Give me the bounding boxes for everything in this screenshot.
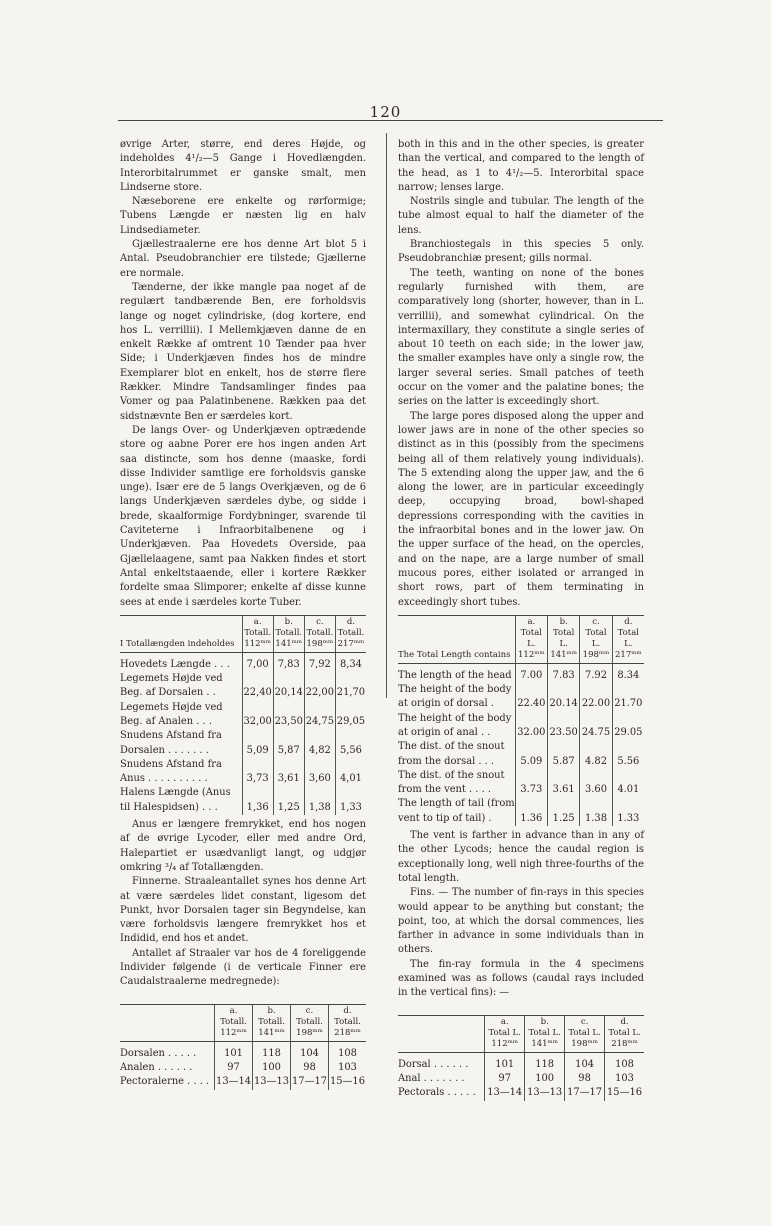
table-cell: 4,82 <box>304 729 335 758</box>
specimen-label: Total L. <box>520 627 542 649</box>
row-label: Dorsal . . . . . . <box>398 1058 469 1070</box>
table-cell: 17—17 <box>565 1086 605 1100</box>
table-row <box>398 797 644 826</box>
specimen-header <box>525 1016 565 1053</box>
table-cell: 1.25 <box>548 797 580 826</box>
table-cell: 3,73 <box>242 758 273 787</box>
table-row <box>398 663 644 683</box>
row-label-line: Hovedets Længde . . . <box>120 658 230 670</box>
specimen-letter: a. <box>229 1005 238 1016</box>
table-cell: 3,61 <box>273 758 304 787</box>
table-cell: 97 <box>485 1072 525 1086</box>
table-cell: 21.70 <box>612 683 644 712</box>
row-label-line: at origin of dorsal . <box>398 698 494 710</box>
specimen-letter: a. <box>527 616 536 627</box>
paragraph: Branchiostegals in this species 5 only. Pseudobranchiæ present; gills normal. <box>398 239 644 265</box>
table-cell: 1,38 <box>304 786 335 815</box>
specimen-label: Totall. <box>337 627 365 638</box>
specimen-label: Totall. <box>306 627 334 638</box>
table-cell: 100 <box>525 1072 565 1086</box>
row-label-header: The Total Length contains <box>398 616 515 664</box>
specimen-label: Total L. <box>552 627 575 649</box>
specimen-header <box>253 1005 291 1042</box>
paragraph: Gjællestraalerne ere hos denne Art blot 5 i Antal. Pseudobranchier ere tilstede; Gjællerne ere normale. <box>120 239 366 279</box>
finray-table-en <box>398 1015 644 1101</box>
proportions-table <box>398 616 644 826</box>
intro-line: Gange i Hovedlængden. Interorbitalrummet er ganske smalt, <box>120 153 366 179</box>
specimen-length: 198ᵐᵐ <box>571 1038 598 1049</box>
row-label <box>120 729 242 758</box>
row-label <box>398 797 515 826</box>
row-label-line: The height of the body <box>398 684 512 696</box>
danish-intro <box>120 138 366 195</box>
paragraph: The vent is farther in advance than in any of the other Lycods; hence the caudal region is exceptionally long, well nigh three-fourths of the total length. <box>398 830 644 884</box>
specimen-header <box>304 616 335 653</box>
specimen-length: 217ᵐᵐ <box>615 649 642 660</box>
table-cell: 103 <box>329 1061 367 1075</box>
specimen-header <box>612 616 644 664</box>
table-cell: 13—14 <box>485 1086 525 1100</box>
table-cell: 104 <box>565 1052 605 1072</box>
row-label-line: Anus . . . . . . . . . . <box>120 773 208 785</box>
page-number: 120 <box>369 103 402 121</box>
row-label-line: Dorsalen . . . . . . . <box>120 744 209 756</box>
table-row <box>398 1086 644 1100</box>
table-cell: 24,75 <box>304 701 335 730</box>
table-cell: 23.50 <box>548 712 580 741</box>
table-cell: 22,40 <box>242 672 273 701</box>
specimen-letter: a. <box>253 616 262 627</box>
specimen-length: 112ᵐᵐ <box>491 1038 519 1049</box>
specimen-header <box>329 1005 367 1042</box>
row-label-line: The height of the body <box>398 712 512 724</box>
specimen-label: Totall. <box>334 1016 361 1027</box>
column-divider <box>386 133 387 698</box>
table-cell: 21,70 <box>335 672 366 701</box>
table-cell: 24.75 <box>580 712 612 741</box>
row-label-line: from the dorsal . . . <box>398 755 495 767</box>
paragraph: Antallet af Straaler var hos de 4 foreliggende Individer følgende (i de verticale Finner ere Caudalstraalerne medregnede): <box>120 947 366 988</box>
table-cell: 1.38 <box>580 797 612 826</box>
intro-line: øvrige Arter, større, end deres Højde, og indeholdes 4¹/₂—5 <box>120 139 366 165</box>
table-cell: 5.09 <box>515 740 547 769</box>
paragraph: Anus er længere fremrykket, end hos nogen af de øvrige Lycoder, eller med andre Ord, Halepartiet er usædvanligt langt, og udgjør omkring ³/₄ af Totallængden. <box>120 819 366 873</box>
table-cell: 1,33 <box>335 786 366 815</box>
table-row <box>120 1041 366 1061</box>
table-cell: 7,83 <box>273 652 304 672</box>
table-row <box>398 1052 644 1072</box>
header-rule <box>118 120 663 121</box>
table-cell: 1.36 <box>515 797 547 826</box>
specimen-letter: a. <box>500 1016 509 1027</box>
specimen-header <box>273 616 304 653</box>
row-label-line: vent to tip of tail) . <box>398 812 492 824</box>
measurement-table-da <box>120 615 366 815</box>
row-label <box>398 663 515 683</box>
specimen-header <box>242 616 273 653</box>
specimen-length: 198ᵐᵐ <box>582 649 610 660</box>
table-cell: 23,50 <box>273 701 304 730</box>
table-cell: 100 <box>253 1061 291 1075</box>
row-label-line: Halens Længde (Anus <box>120 787 231 799</box>
table-cell: 7.83 <box>548 663 580 683</box>
row-label-line: Legemets Højde ved <box>120 701 223 713</box>
row-label-line: from the vent . . . . <box>398 784 491 796</box>
table-cell: 118 <box>253 1041 291 1061</box>
table-cell: 7,92 <box>304 652 335 672</box>
specimen-letter: b. <box>559 616 568 627</box>
row-label <box>398 683 515 712</box>
paragraph: The large pores disposed along the upper and lower jaws are in none of the other species so distinct as in this (possibly from the specimens being all of them relatively young individuals). The 5 extending along the upper jaw, and the 6 along the lower, are in particular exceedingly deep, occupying broad, bowl-shaped depressions corresponding with the cavities in the infraorbital bones and in the lower jaw. On the upper surface of the head, on the opercles, and on the nape, are a large number of small mucous pores, either isolated or arranged in short rows, part of them terminating in exceedingly short tubes. <box>398 410 644 608</box>
specimen-label: Total L. <box>528 1027 561 1038</box>
row-label <box>120 758 242 787</box>
row-label-line: Snudens Afstand fra <box>120 758 222 770</box>
table-cell: 22,00 <box>304 672 335 701</box>
table-row <box>120 701 366 730</box>
table-cell: 103 <box>605 1072 644 1086</box>
table-cell: 98 <box>565 1072 605 1086</box>
finray-table <box>120 1005 366 1090</box>
row-label: Anal . . . . . . . <box>398 1072 465 1084</box>
specimen-letter: c. <box>580 1016 589 1027</box>
table-cell: 29,05 <box>335 701 366 730</box>
table-cell: 20,14 <box>273 672 304 701</box>
english-column <box>398 138 644 1104</box>
specimen-letter: b. <box>540 1016 549 1027</box>
specimen-length: 198ᵐᵐ <box>306 638 334 649</box>
row-label <box>120 786 242 815</box>
row-label-header <box>398 1016 485 1053</box>
table-cell: 7,00 <box>242 652 273 672</box>
table-cell: 108 <box>605 1052 644 1072</box>
specimen-label: Total L. <box>585 627 607 649</box>
finray-table <box>398 1016 644 1101</box>
table-cell: 3.61 <box>548 769 580 798</box>
table-cell: 3.73 <box>515 769 547 798</box>
specimen-header <box>548 616 580 664</box>
row-label <box>120 701 242 730</box>
specimen-label: Totall. <box>296 1016 323 1027</box>
intro-line: men Lindserne store. <box>120 167 366 193</box>
paragraph: Finnerne. Straaleantallet synes hos denne Art at være særdeles lidet constant, ligesom det Punkt, hvor Dorsalen tager sin Begyndelse, kan være forholdsvis længere fremrykket hos et Indidid, end hos et andet. <box>120 876 366 945</box>
specimen-header <box>580 616 612 664</box>
specimen-header <box>291 1005 329 1042</box>
row-label: Pectorals . . . . . <box>398 1087 476 1099</box>
specimen-header <box>335 616 366 653</box>
table-cell: 108 <box>329 1041 367 1061</box>
specimen-length: 218ᵐᵐ <box>334 1027 361 1038</box>
paragraph: Fins. — The number of fin-rays in this species would appear to be anything but constant; the point, too, at which the dorsal commences, lies farther in advance in some individuals than in others. <box>398 887 644 956</box>
table-cell: 13—13 <box>525 1086 565 1100</box>
specimen-label: Total L. <box>568 1027 601 1038</box>
row-label-line: til Halespidsen) . . . <box>120 801 218 813</box>
specimen-letter: d. <box>346 616 356 627</box>
table-cell: 8.34 <box>612 663 644 683</box>
specimen-length: 218ᵐᵐ <box>611 1038 638 1049</box>
row-label-line: The length of the head <box>398 669 512 681</box>
specimen-length: 198ᵐᵐ <box>296 1027 323 1038</box>
table-cell: 7.00 <box>515 663 547 683</box>
row-label-line: The length of tail (from <box>398 798 515 810</box>
danish-column <box>120 138 366 1093</box>
table-cell: 101 <box>485 1052 525 1072</box>
specimen-header <box>485 1016 525 1053</box>
specimen-letter: d. <box>343 1005 352 1016</box>
specimen-header <box>515 616 547 664</box>
table-row <box>398 769 644 798</box>
table-cell: 22.00 <box>580 683 612 712</box>
paragraph: Næseborene ere enkelte og rørformige; Tubens Længde er næsten lig en halv Lindsediameter. <box>120 196 366 236</box>
table-cell: 1.33 <box>612 797 644 826</box>
specimen-letter: c. <box>592 616 600 627</box>
paragraph: De langs Over- og Underkjæven optrædende store og aabne Porer ere hos ingen anden Art saa distincte, som hos denne (maaske, fordi disse Individer samtlige ere forholdsvis ganske unge). Især ere de 5 langs Overkjæven, og de 6 langs Underkjæven særdeles dybe, og sidde i brede, skaalformige Fordybninger, svarende til Caviteterne i Infraorbitalbenene og i Underkjæven. Paa Hovedets Overside, paa Gjællelaagene, samt paa Nakken findes et stort Antal enkeltstaaende, eller i kortere Rækker fordelte smaa Slimporer; enkelte af disse kunne sees at ende i særdeles korte Tuber. <box>120 424 366 608</box>
row-label: Dorsalen . . . . . <box>120 1047 197 1059</box>
row-label-line: The dist. of the snout <box>398 769 505 781</box>
row-label-line: Snudens Afstand fra <box>120 730 222 742</box>
specimen-length: 112ᵐᵐ <box>518 649 545 660</box>
specimen-label: Totall. <box>258 1016 285 1027</box>
paragraph: The fin-ray formula in the 4 specimens examined was as follows (caudal rays included in the vertical fins): — <box>398 958 644 999</box>
specimen-letter: b. <box>284 616 293 627</box>
table-row <box>120 1075 366 1089</box>
table-cell: 7.92 <box>580 663 612 683</box>
row-label <box>398 740 515 769</box>
table-cell: 98 <box>291 1061 329 1075</box>
row-label-line: Legemets Højde ved <box>120 673 223 685</box>
specimen-header <box>215 1005 253 1042</box>
table-cell: 17—17 <box>291 1075 329 1089</box>
measurement-table-en <box>398 615 644 826</box>
table-row <box>120 786 366 815</box>
table-cell: 1,36 <box>242 786 273 815</box>
table-cell: 3.60 <box>580 769 612 798</box>
row-label-header <box>120 1005 215 1042</box>
row-label <box>398 769 515 798</box>
table-cell: 13—14 <box>215 1075 253 1089</box>
specimen-length: 217ᵐᵐ <box>337 638 365 649</box>
table-cell: 97 <box>215 1061 253 1075</box>
row-label <box>398 712 515 741</box>
table-cell: 118 <box>525 1052 565 1072</box>
row-label: Pectoralerne . . . . <box>120 1076 210 1088</box>
table-cell: 1,25 <box>273 786 304 815</box>
row-label-line: Beg. af Analen . . . <box>120 715 212 727</box>
table-cell: 3,60 <box>304 758 335 787</box>
proportions-table <box>120 616 366 815</box>
specimen-letter: b. <box>267 1005 276 1016</box>
paragraph: both in this and in the other species, is greater than the vertical, and compared to the length of the head, as 1 to 4¹/₂—5. Interorbital space narrow; lenses large. <box>398 139 644 193</box>
table-cell: 4.01 <box>612 769 644 798</box>
specimen-letter: c. <box>305 1005 314 1016</box>
specimen-label: Totall. <box>244 627 272 638</box>
paragraph: The teeth, wanting on none of the bones regularly furnished with them, are comparatively long (shorter, however, than in L. verrillii), and somewhat cylindrical. On the intermaxillary, they constitute a single series of about 10 teeth on each side; in the lower jaw, the smaller examples have only a single row, the larger several series. Small patches of teeth occur on the vomer and the palatine bones; the series on the latter is exceedingly short. <box>398 267 644 408</box>
table-cell: 4,01 <box>335 758 366 787</box>
table-cell: 15—16 <box>605 1086 644 1100</box>
row-label-line: at origin of anal . . <box>398 726 491 738</box>
specimen-label: Total L. <box>617 627 639 649</box>
specimen-label: Totall. <box>275 627 303 638</box>
table-cell: 32,00 <box>242 701 273 730</box>
specimen-length: 141ᵐᵐ <box>275 638 303 649</box>
row-label <box>120 672 242 701</box>
specimen-letter: d. <box>620 1016 629 1027</box>
specimen-length: 112ᵐᵐ <box>220 1027 247 1038</box>
table-cell: 4.82 <box>580 740 612 769</box>
table-row <box>120 729 366 758</box>
row-label <box>120 652 242 672</box>
table-cell: 5.56 <box>612 740 644 769</box>
specimen-header <box>565 1016 605 1053</box>
table-row <box>398 712 644 741</box>
table-cell: 101 <box>215 1041 253 1061</box>
table-row <box>398 1072 644 1086</box>
specimen-length: 141ᵐᵐ <box>550 649 577 660</box>
table-cell: 5.87 <box>548 740 580 769</box>
specimen-letter: d. <box>624 616 633 627</box>
paragraph: Tænderne, der ikke mangle paa noget af de regulært tandbærende Ben, ere forholdsvis lange og noget cylindriske, (dog kortere, end hos L. verrillii). I Mellemkjæven danne de en enkelt Række af omtrent 10 Tænder paa hver Side; i Underkjæven findes hos de mindre Exemplarer blot en enkelt, hos de større flere Rækker. Mindre Tandsamlinger findes paa Vomer og paa Palatinbenene. Rækken paa det sidstnævnte Ben er særdeles kort. <box>120 281 366 422</box>
table-cell: 29.05 <box>612 712 644 741</box>
row-label-line: The dist. of the snout <box>398 741 505 753</box>
row-label: Analen . . . . . . <box>120 1061 193 1073</box>
table-cell: 5,56 <box>335 729 366 758</box>
table-cell: 5,87 <box>273 729 304 758</box>
table-cell: 13—13 <box>253 1075 291 1089</box>
table-row <box>398 683 644 712</box>
specimen-length: 141ᵐᵐ <box>531 1038 558 1049</box>
specimen-label: Totall. <box>220 1016 247 1027</box>
finray-table-da <box>120 1004 366 1090</box>
row-label-header: I Totallængden indeholdes <box>120 616 242 653</box>
table-cell: 15—16 <box>329 1075 367 1089</box>
specimen-length: 112ᵐᵐ <box>244 638 271 649</box>
table-row <box>398 740 644 769</box>
table-cell: 20.14 <box>548 683 580 712</box>
specimen-label: Total L. <box>488 1027 521 1038</box>
table-cell: 32.00 <box>515 712 547 741</box>
table-cell: 8,34 <box>335 652 366 672</box>
table-row <box>120 652 366 672</box>
table-cell: 22.40 <box>515 683 547 712</box>
table-row <box>120 1061 366 1075</box>
specimen-length: 141ᵐᵐ <box>258 1027 285 1038</box>
specimen-label: Total L. <box>608 1027 641 1038</box>
table-cell: 104 <box>291 1041 329 1061</box>
table-cell: 5,09 <box>242 729 273 758</box>
specimen-header <box>605 1016 644 1053</box>
paragraph: Nostrils single and tubular. The length of the tube almost equal to half the diameter of the lens. <box>398 196 644 236</box>
table-row <box>120 758 366 787</box>
table-row <box>120 672 366 701</box>
specimen-letter: c. <box>316 616 324 627</box>
row-label-line: Beg. af Dorsalen . . <box>120 687 216 699</box>
